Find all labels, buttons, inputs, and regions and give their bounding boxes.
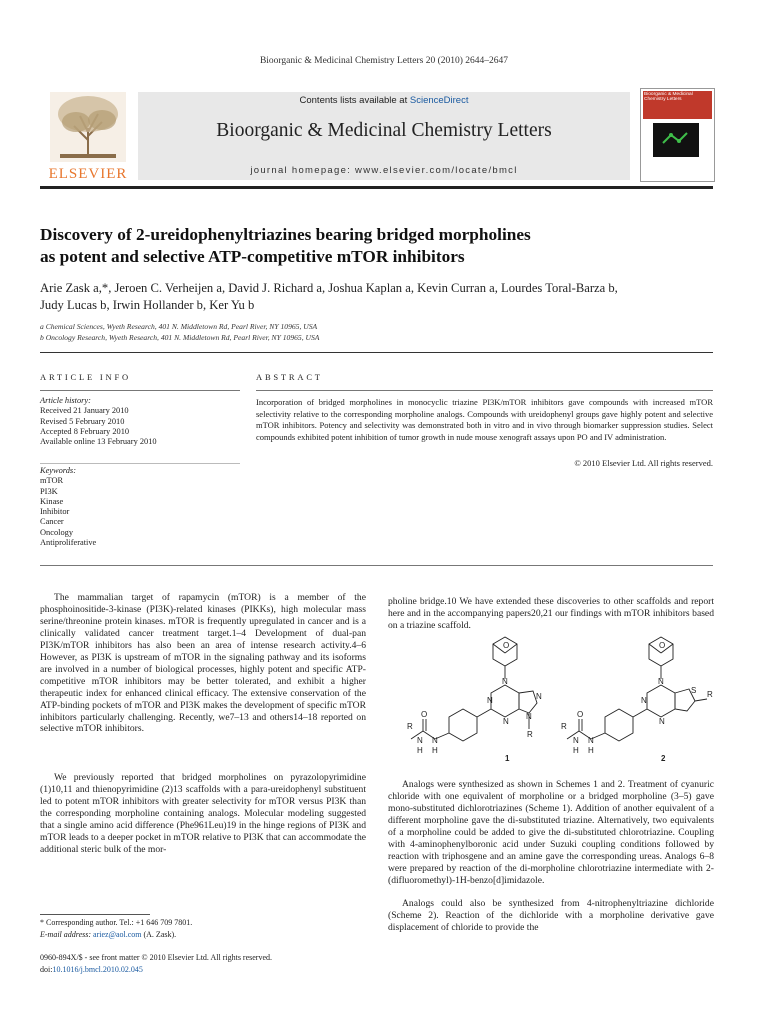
body-paragraph: Analogs were synthesized as shown in Schemes 1 and 2. Treatment of cyanuric chloride with one equivalent of morpholine or a bridged morpholine (3–5) gave mono-substituted dichlorotriazines (Scheme 1). Addition of another equivalent of a different morpholine gave the di-substituted triazine. Alternatively, two equivalents of a morpholine could be added to give the di-substituted chlorotriazine. Coupling with 4-aminophenylboronic acid under Suzuki coupling conditions followed by reaction with triphosgene and an amine gave the corresponding ureas. Analogs 6–8 were prepared by reaction of the di-morpholine chlorotriazine intermediate with 2-(difluoromethyl)-1H-benzo[d]imidazole.	[388, 779, 714, 886]
atom-label: N	[573, 736, 579, 745]
affiliation-a: a Chemical Sciences, Wyeth Research, 401 N. Middletown Rd, Pearl River, NY 10965, USA	[40, 322, 318, 331]
page-footer	[40, 952, 370, 976]
atom-label: N	[659, 717, 665, 726]
doi-prefix: doi:	[40, 965, 53, 974]
affiliation-b: b Oncology Research, Wyeth Research, 401 N. Middletown Rd, Pearl River, NY 10965, USA	[40, 333, 320, 342]
email-link[interactable]: ariez@aol.com	[93, 930, 142, 939]
atom-label: O	[659, 641, 666, 650]
title-line-1: Discovery of 2-ureidophenyltriazines bearing bridged morpholines	[40, 225, 531, 244]
atom-label: N	[658, 677, 664, 686]
atom-label: N	[503, 717, 509, 726]
atom-label: H	[588, 746, 594, 755]
atom-label: S	[691, 686, 697, 695]
publisher-name: ELSEVIER	[48, 166, 128, 182]
keyword: Inhibitor	[40, 507, 70, 517]
sciencedirect-link[interactable]: ScienceDirect	[409, 95, 469, 106]
atom-label: N	[502, 677, 508, 686]
section-rule	[40, 352, 713, 353]
chemical-structures-figure	[395, 633, 713, 773]
contents-prefix: Contents lists available at	[299, 95, 410, 106]
body-paragraph: pholine bridge.10 We have extended these discoveries to other scaffolds and report here and in the accompanying papers20,21 our findings with mTOR inhibitors based on a triazine scaffold.	[388, 596, 714, 631]
corresponding-footnote	[40, 917, 370, 941]
journal-homepage[interactable]: journal homepage: www.elsevier.com/locate/bmcl	[250, 165, 518, 176]
abstract-text: Incorporation of bridged morpholines in monocyclic triazine PI3K/mTOR inhibitors gave compounds with increased mTOR selectivity relative to the corresponding morpholine analogs. Compounds with ureidophenyl groups gave highly potent and selective mTOR inhibitors. Potency and selectivity was demonstrated both in vitro and in vivo through biomarker suppression studies. Select compounds exhibited potent inhibition of tumor growth in nude mouse xenograft assays upon PO and IV administration.	[256, 397, 713, 443]
abstract-copyright: © 2010 Elsevier Ltd. All rights reserved.	[574, 458, 713, 468]
accepted-date: Accepted 8 February 2010	[40, 426, 130, 436]
author-list	[40, 280, 720, 314]
atom-label: O	[577, 710, 584, 719]
atom-label: N	[432, 736, 438, 745]
atom-label: N	[588, 736, 594, 745]
keyword: Antiproliferative	[40, 538, 97, 548]
article-info-heading: ARTICLE INFO	[40, 372, 131, 382]
received-date: Received 21 January 2010	[40, 406, 129, 416]
abstract-rule	[256, 390, 713, 391]
atom-label: H	[573, 746, 579, 755]
atom-label: N	[487, 696, 493, 705]
atom-label: R	[561, 722, 567, 731]
keywords-block	[40, 466, 240, 548]
cover-title: Bioorganic & Medicinal Chemistry Letters	[643, 91, 712, 119]
body-rule	[40, 565, 713, 566]
journal-cover-thumbnail	[640, 88, 715, 182]
atom-label: N	[526, 712, 532, 721]
online-date: Available online 13 February 2010	[40, 437, 157, 447]
authors-line-2: Judy Lucas b, Irwin Hollander b, Ker Yu b	[40, 298, 255, 312]
atom-label: R	[707, 690, 713, 699]
history-label: Article history:	[40, 396, 91, 405]
header-rule	[40, 186, 713, 189]
footnote-rule	[40, 914, 150, 915]
keyword: mTOR	[40, 476, 64, 486]
cover-image	[653, 123, 699, 157]
atom-label: O	[503, 641, 510, 650]
compound-label: 2	[661, 754, 666, 763]
doi-line	[40, 964, 370, 976]
info-divider	[40, 463, 240, 464]
email-label: E-mail address:	[40, 930, 94, 939]
journal-citation: Bioorganic & Medicinal Chemistry Letters 20 (2010) 2644–2647	[259, 56, 509, 66]
journal-title: Bioorganic & Medicinal Chemistry Letters	[216, 120, 552, 141]
body-paragraph: Analogs could also be synthesized from 4-nitrophenyltriazine dichloride (Scheme 2). Reaction of the dichloride with a morpholine derivative gave displacement of chloride to provide the	[388, 898, 714, 933]
compound-1-structure	[411, 637, 537, 741]
title-line-2: as potent and selective ATP-competitive mTOR inhibitors	[40, 247, 465, 266]
email-suffix: (A. Zask).	[141, 930, 177, 939]
atom-label: N	[536, 692, 542, 701]
body-paragraph: The mammalian target of rapamycin (mTOR) is a member of the phosphoinositide-3-kinase (PI3K)-related kinases (PIKKs), high molecular mass serine/threonine protein kinases. mTOR is frequently upregulated in cancer and is a clinically validated cancer treatment target.1–4 Development of dual-pan PI3K/mTOR inhibitors has also been an area of intense research activity.4–6 However, as PI3K is upstream of mTOR in the signaling pathway and its isoforms are involved in a number of biological processes, highly potent and specific ATP-competitive mTOR inhibitors may be better tolerated, and exhibit a higher therapeutic index for enhanced clinical efficacy. The extensive conservation of the ATP-binding pockets of mTOR and PI3K makes the development of specific mTOR inhibitors particularly challenging. Recently, we7–13 and others14–18 reported on selective mTOR inhibitors.	[40, 592, 366, 735]
body-paragraph: We previously reported that bridged morpholines on pyrazolopyrimidine (1)10,11 and thienopyrimidine (2)13 scaffolds with a para-ureidophenyl substituent led to potent mTOR inhibitors with greater selectivity for mTOR versus PI3K than the corresponding morpholine containing analogs. Molecular modeling suggested that a single amino acid difference (Phe961Leu)19 in the hinge regions of PI3K and mTOR leads to a deeper pocket in mTOR relative to PI3K that can accommodate the additional steric bulk of the mor-	[40, 772, 366, 855]
abstract-heading: ABSTRACT	[256, 372, 323, 382]
keywords-label: Keywords:	[40, 466, 76, 475]
keyword: Cancer	[40, 517, 64, 527]
article-history	[40, 396, 240, 447]
atom-label: R	[527, 730, 533, 739]
authors-line-1: Arie Zask a,*, Jeroen C. Verheijen a, David J. Richard a, Joshua Kaplan a, Kevin Curran a, Lourdes Toral-Barza b,	[40, 281, 618, 295]
atom-label: R	[407, 722, 413, 731]
atom-label: H	[432, 746, 438, 755]
article-title	[40, 224, 680, 268]
doi-link[interactable]: 10.1016/j.bmcl.2010.02.045	[52, 965, 143, 974]
keyword: PI3K	[40, 486, 58, 496]
compound-2-structure	[567, 637, 707, 741]
email-line	[40, 929, 370, 941]
contents-line	[138, 95, 630, 106]
atom-label: O	[421, 710, 428, 719]
keyword: Kinase	[40, 496, 64, 506]
atom-label: N	[641, 696, 647, 705]
revised-date: Revised 5 February 2010	[40, 416, 125, 426]
keyword: Oncology	[40, 527, 74, 537]
compound-label: 1	[505, 754, 510, 763]
issn-line: 0960-894X/$ - see front matter © 2010 Elsevier Ltd. All rights reserved.	[40, 953, 273, 962]
article-info-rule	[40, 390, 240, 391]
atom-label: N	[417, 736, 423, 745]
atom-label: H	[417, 746, 423, 755]
corresponding-author: * Corresponding author. Tel.: +1 646 709 7801.	[40, 918, 193, 927]
affiliations	[40, 321, 640, 343]
